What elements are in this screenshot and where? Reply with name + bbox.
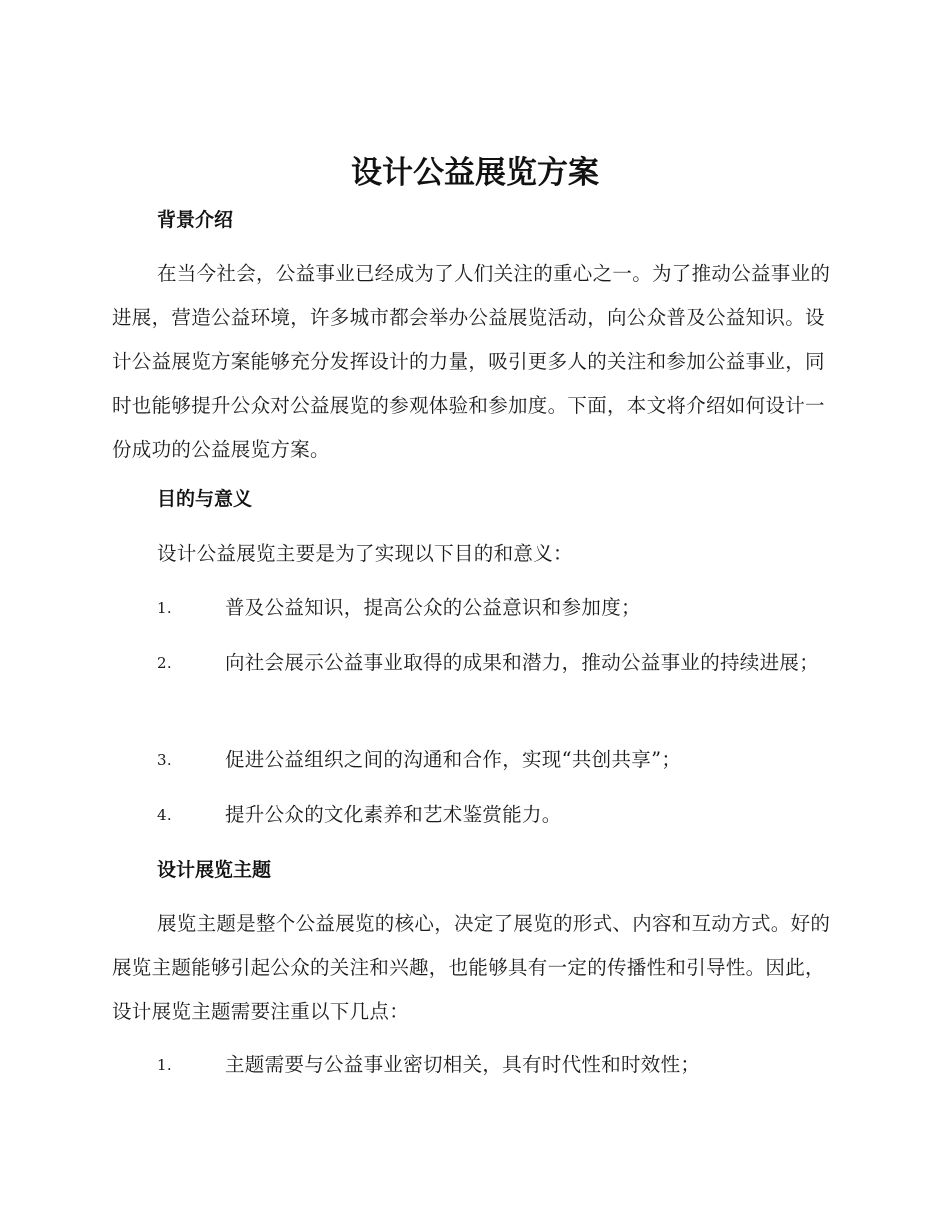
list-item (112, 738, 834, 782)
section-heading-background: 背景介绍 (157, 209, 234, 231)
list-item-text: 促进公益组织之间的沟通和合作，实现“共创共享”； (225, 748, 682, 771)
list-item (112, 1043, 834, 1087)
section-heading-purpose: 目的与意义 (157, 488, 253, 510)
list-item-number: 3. (157, 751, 172, 769)
list-item-text: 提升公众的文化素养和艺术鉴赏能力。 (225, 803, 562, 826)
list-item-text: 普及公益知识，提高公众的公益意识和参加度； (225, 596, 641, 619)
list-item-number: 1. (157, 599, 172, 617)
section-paragraph-theme: 展览主题是整个公益展览的核心，决定了展览的形式、内容和互动方式。好的展览主题能够引起公众的关注和兴趣，也能够具有一定的传播性和引导性。因此，设计展览主题需要注重以下几点： (112, 912, 831, 1023)
list-item (112, 793, 834, 837)
section-paragraph-background: 在当今社会，公益事业已经成为了人们关注的重心之一。为了推动公益事业的进展，营造公益环境，许多城市都会举办公益展览活动，向公众普及公益知识。设计公益展览方案能够充分发挥设计的力量，吸引更多人的关注和参加公益事业，同时也能够提升公众对公益展览的参观体验和参加度。下面，本文将介绍如何设计一份成功的公益展览方案。 (112, 262, 831, 461)
list-item-number: 1. (157, 1056, 172, 1074)
section-intro-purpose: 设计公益展览主要是为了实现以下目的和意义： (157, 542, 573, 565)
list-item (112, 641, 834, 685)
list-item-text: 主题需要与公益事业密切相关，具有时代性和时效性； (225, 1053, 701, 1076)
list-item-number: 2. (157, 654, 172, 672)
section-heading-theme: 设计展览主题 (157, 859, 272, 881)
list-item (112, 586, 834, 630)
list-item-text: 向社会展示公益事业取得的成果和潜力，推动公益事业的持续进展； (225, 651, 820, 674)
document-title: 设计公益展览方案 (351, 155, 599, 191)
list-item-number: 4. (157, 806, 172, 824)
